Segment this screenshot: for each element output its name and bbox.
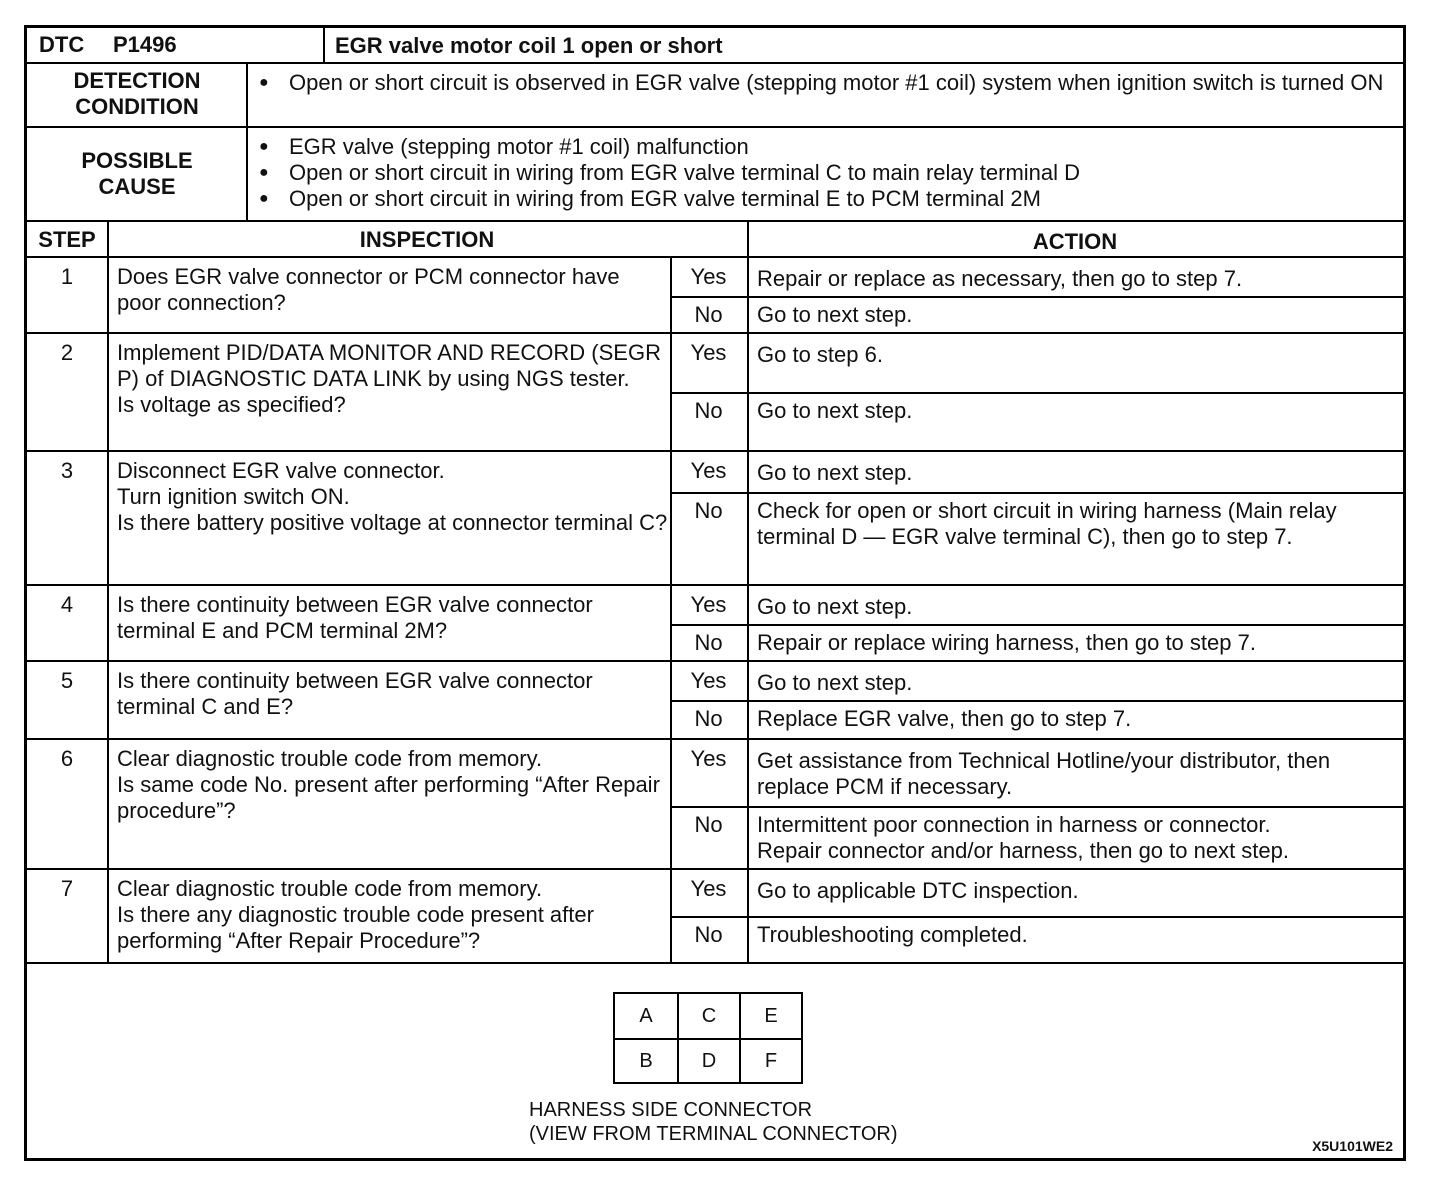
step-inspection: Does EGR valve connector or PCM connector have poor connection?	[117, 264, 620, 315]
step-row	[27, 870, 1403, 964]
step-number: 4	[60, 592, 74, 617]
harness-connector-diagram	[613, 992, 803, 1084]
yes-action: Go to next step.	[757, 670, 913, 695]
connector-pin: A	[639, 1004, 653, 1027]
possible-cause-list	[249, 134, 1389, 212]
connector-pin: B	[615, 1038, 677, 1082]
step-row	[27, 258, 1403, 334]
no-action: Intermittent poor connection in harness or connector. Repair connector and/or harness, then go to next step.	[757, 812, 1289, 863]
yes-action: Go to next step.	[757, 460, 913, 485]
yes-label: Yes	[690, 592, 727, 617]
no-label: No	[694, 630, 723, 655]
connector-caption: HARNESS SIDE CONNECTOR (VIEW FROM TERMINAL CONNECTOR)	[529, 1099, 898, 1145]
yes-label: Yes	[690, 340, 727, 365]
yes-label: Yes	[690, 458, 727, 483]
no-action: Troubleshooting completed.	[757, 922, 1028, 947]
detection-row	[27, 64, 1403, 128]
step-header: STEP	[38, 227, 96, 252]
yes-action: Go to applicable DTC inspection.	[757, 878, 1079, 903]
no-label: No	[694, 706, 723, 731]
no-action: Repair or replace wiring harness, then go to step 7.	[757, 630, 1256, 655]
step-inspection: Implement PID/DATA MONITOR AND RECORD (SEGR P) of DIAGNOSTIC DATA LINK by using NGS tester. Is voltage as specified?	[117, 340, 661, 417]
step-row	[27, 586, 1403, 662]
step-inspection: Is there continuity between EGR valve connector terminal C and E?	[117, 668, 593, 719]
yes-label: Yes	[690, 264, 727, 289]
connector-pin: C	[677, 994, 739, 1038]
dtc-sheet	[24, 25, 1406, 1161]
dtc-header-row	[27, 28, 1403, 64]
step-inspection: Clear diagnostic trouble code from memory. Is same code No. present after performing “After Repair procedure”?	[117, 746, 660, 823]
no-action: Replace EGR valve, then go to step 7.	[757, 706, 1132, 731]
connector-pin: D	[677, 1038, 739, 1082]
no-label: No	[694, 812, 723, 837]
dtc-label: DTC	[39, 32, 85, 57]
yes-action: Go to step 6.	[757, 342, 883, 367]
step-row	[27, 334, 1403, 452]
possible-cause-label: POSSIBLE CAUSE	[81, 148, 193, 199]
step-number: 6	[60, 746, 74, 771]
no-label: No	[694, 302, 723, 327]
no-label: No	[694, 398, 723, 423]
step-number: 3	[60, 458, 74, 483]
step-number: 2	[60, 340, 74, 365]
dtc-title: EGR valve motor coil 1 open or short	[335, 33, 723, 58]
step-number: 1	[60, 264, 74, 289]
step-inspection: Is there continuity between EGR valve connector terminal E and PCM terminal 2M?	[117, 592, 593, 643]
table-header-row	[27, 222, 1403, 258]
step-inspection: Disconnect EGR valve connector. Turn ignition switch ON. Is there battery positive voltage at connector terminal C?	[117, 458, 668, 535]
inspection-header: INSPECTION	[359, 227, 495, 252]
dtc-code: P1496	[113, 32, 177, 57]
step-row	[27, 452, 1403, 586]
yes-label: Yes	[690, 746, 727, 771]
step-row	[27, 662, 1403, 740]
detection-label: DETECTION CONDITION	[73, 68, 201, 119]
cause-item: ● Open or short circuit in wiring from EGR valve terminal C to main relay terminal D	[249, 160, 1389, 186]
detection-list	[249, 70, 1389, 96]
yes-label: Yes	[690, 876, 727, 901]
step-row	[27, 740, 1403, 870]
figure-code: X5U101WE2	[1312, 1138, 1393, 1154]
cause-item: ● EGR valve (stepping motor #1 coil) malfunction	[249, 134, 1389, 160]
no-label: No	[694, 922, 723, 947]
step-number: 5	[60, 668, 74, 693]
action-header: ACTION	[1032, 229, 1118, 254]
step-number: 7	[60, 876, 74, 901]
no-label: No	[694, 498, 723, 523]
connector-pin: E	[739, 994, 801, 1038]
yes-label: Yes	[690, 668, 727, 693]
step-inspection: Clear diagnostic trouble code from memory. Is there any diagnostic trouble code present after performing “After Repair Procedure”?	[117, 876, 594, 953]
no-action: Check for open or short circuit in wiring harness (Main relay terminal D — EGR valve terminal C), then go to step 7.	[757, 498, 1337, 549]
yes-action: Go to next step.	[757, 594, 913, 619]
yes-action: Repair or replace as necessary, then go to step 7.	[757, 266, 1243, 291]
cause-item: ● Open or short circuit in wiring from EGR valve terminal E to PCM terminal 2M	[249, 186, 1389, 212]
yes-action: Get assistance from Technical Hotline/your distributor, then replace PCM if necessary.	[757, 748, 1331, 799]
possible-cause-row	[27, 128, 1403, 222]
detection-item: ● Open or short circuit is observed in EGR valve (stepping motor #1 coil) system when ignition switch is turned ON	[249, 70, 1389, 96]
no-action: Go to next step.	[757, 398, 913, 423]
no-action: Go to next step.	[757, 302, 913, 327]
connector-pin: F	[739, 1038, 801, 1082]
